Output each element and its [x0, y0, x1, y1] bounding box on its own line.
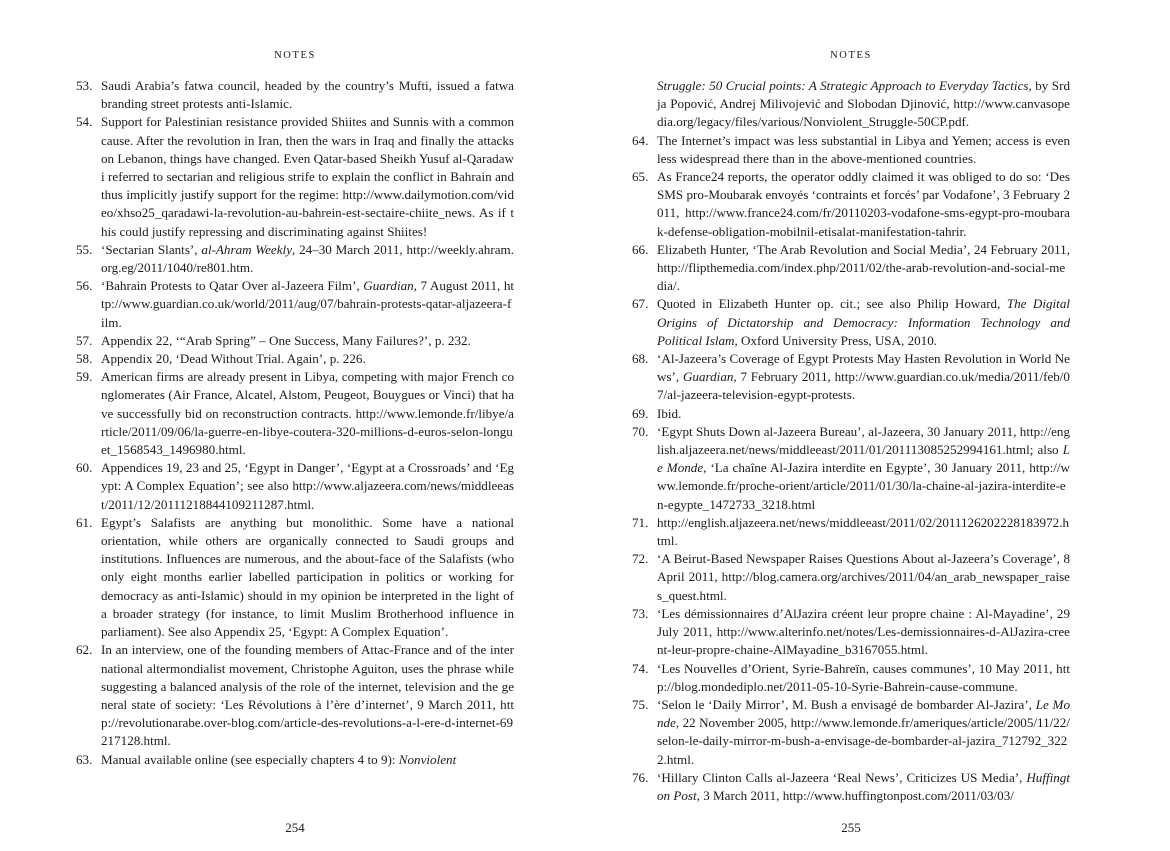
note-62	[76, 641, 514, 750]
note-55	[76, 241, 514, 277]
note-number: 64.	[632, 132, 649, 148]
note-72	[632, 550, 1070, 605]
note-number: 66.	[632, 241, 649, 257]
note-number: 55.	[76, 241, 93, 257]
note-text	[101, 277, 514, 332]
notes-list	[632, 77, 1070, 805]
note-text-part: , by Srdja Popović, Andrej Milivojević and Slobodan Djinović, http://www.canvasopedia.org/legacy/files/various/Nonviolent_Struggle-50CP.pdf.	[657, 78, 1070, 130]
note-text: The Internet’s impact was less substantial in Libya and Yemen; access is even less widespread there than in the above-mentioned countries.	[657, 132, 1070, 166]
note-text	[657, 696, 1070, 769]
note-68	[632, 350, 1070, 405]
note-text-part: , 3 March 2011, http://www.huffingtonpost.com/2011/03/03/	[696, 787, 1014, 803]
publication-title: Le Monde	[657, 442, 1070, 476]
note-text-part: Manual available online (see especially chapters 4 to 9):	[101, 751, 399, 767]
note-number: 60.	[76, 460, 93, 476]
page-number: 254	[285, 820, 305, 835]
note-63	[76, 751, 514, 769]
note-number: 58.	[76, 351, 93, 367]
note-71	[632, 514, 1070, 550]
note-text: As France24 reports, the operator oddly claimed it was obliged to do so: ‘Des SMS pro-Moubarak envoyés ‘contraints et forcés’ par Vodafone’, 3 February 2011, http://www.france24.com/fr/20110203-vodafone-sms-egypt-pro-moubarak-defense-obligation-mobilnil-etisalat-manifestation-tahrir.	[657, 169, 1070, 239]
publication-title: Le Monde	[657, 696, 1070, 731]
note-text-part: , ‘La chaîne Al-Jazira interdite en Egypte’, 30 January 2011, http://www.lemonde.fr/proche-orient/article/2011/01/30/la-chaine-al-jazira-interdite-en-egypte_1472733_3218.html	[657, 460, 1071, 512]
note-text	[657, 295, 1070, 350]
note-60	[76, 459, 514, 514]
note-number: 62.	[76, 642, 93, 658]
note-number: 63.	[76, 751, 93, 767]
note-text-part: ‘Selon le ‘Daily Mirror’, M. Bush a envisagé de bombarder Al-Jazira’,	[657, 696, 1036, 712]
note-text: Support for Palestinian resistance provided Shiites and Sunnis with a common cause. After the revolution in Iran, then the wars in Iraq and finally the attacks on Lebanon, things have changed. Even Qatar-based Sheikh Yusuf al-Qaradawi referred to sectarian and religious strife to explain the conflict in Bahrain and thus implicitly justify support for the regime: http://www.dailymotion.com/video/xhso25_qaradawi-la-revolution-au-bahrein-est-sectaire-chiite_news. As if this could justify repressing and discriminating against Shiites!	[101, 114, 514, 239]
note-text: Saudi Arabia’s fatwa council, headed by the country’s Mufti, issued a fatwa branding street protests anti-Islamic.	[101, 78, 514, 112]
note-54	[76, 113, 514, 240]
note-number: 70.	[632, 423, 649, 439]
note-53	[76, 77, 514, 113]
note-59	[76, 368, 514, 459]
note-text-part: Quoted in Elizabeth Hunter op. cit.; see also Philip Howard,	[657, 296, 1007, 312]
publication-title: The Digital Origins of Dictatorship and Democracy: Information Technology and Political Islam	[657, 296, 1071, 348]
note-69	[632, 405, 1070, 423]
note-text-part: , 7 February 2011, http://www.guardian.co.uk/media/2011/feb/07/al-jazeera-television-egypt-protests.	[657, 369, 1070, 403]
note-text: Appendix 20, ‘Dead Without Trial. Again’, p. 226.	[101, 351, 366, 367]
note-text: ‘Les démissionnaires d’AlJazira créent leur propre chaine : Al-Mayadine’, 29 July 2011, http://www.alterinfo.net/notes/Les-demissionnaires-d-AlJazira-creent-leur-propre-chaine-AlMayadine_b3167055.html.	[657, 605, 1070, 658]
note-number: 74.	[632, 660, 649, 676]
note-number: 57.	[76, 332, 93, 348]
note-text	[657, 423, 1070, 514]
note-text: Appendix 22, ‘“Arab Spring” – One Success, Many Failures?’, p. 232.	[101, 332, 471, 348]
note-number: 72.	[632, 551, 649, 567]
note-text-part: ‘Al-Jazeera’s Coverage of Egypt Protests May Hasten Revolution in World News’,	[657, 351, 1070, 385]
notes-list	[76, 77, 514, 769]
note-56	[76, 277, 514, 332]
note-number: 69.	[632, 405, 649, 421]
note-text: Egypt’s Salafists are anything but monolithic. Some have a national orientation, while others are organically connected to Saudi groups and institutions. Influences are numerous, and the about-face of the Salafists (who only eight months earlier labelled participation in politics or working for democracy as anti-Islamic) should in my opinion be interpreted in the light of a broader strategy (for instance, to limit Muslim Brotherhood influence in parliament). See also Appendix 25, ‘Egypt: A Complex Equation’.	[101, 514, 514, 640]
note-text: Ibid.	[657, 405, 682, 421]
note-57	[76, 332, 514, 350]
note-61	[76, 514, 514, 641]
note-number: 71.	[632, 514, 649, 530]
note-number: 56.	[76, 278, 93, 294]
note-text-part: ‘Sectarian Slants’,	[101, 241, 202, 257]
note-75	[632, 696, 1070, 769]
note-text	[657, 769, 1070, 805]
note-number: 59.	[76, 369, 93, 385]
note-number: 61.	[76, 514, 93, 530]
publication-title: al-Ahram Weekly	[201, 241, 292, 257]
page-number: 255	[841, 820, 861, 835]
note-text: In an interview, one of the founding members of Attac-France and of the international altermondialist movement, Christophe Aguiton, uses the phrase while suggesting a balanced analysis of the role of the internet, television and the general state of society: ‘Les Révolutions à l’ère d’internet’, 9 March 2011, http://revolutionarabe.over-blog.com/article-des-revolutions-a-l-ere-d-internet-69217128.html.	[101, 642, 514, 749]
note-text: ‘A Beirut-Based Newspaper Raises Questions About al-Jazeera’s Coverage’, 8 April 2011, http://blog.camera.org/archives/2011/04/an_arab_newspaper_raises_quest.html.	[657, 551, 1070, 603]
note-text-part: ‘Hillary Clinton Calls al-Jazeera ‘Real News’, Criticizes US Media’,	[657, 769, 1027, 785]
note-65	[632, 168, 1070, 241]
publication-title: Guardian	[363, 278, 414, 294]
left-page	[76, 0, 514, 851]
note-text-part: , 22 November 2005, http://www.lemonde.fr/ameriques/article/2005/11/22/selon-le-daily-mirror-m-bush-a-envisage-de-bombarder-al-jazira_712792_3222.html.	[657, 715, 1070, 767]
note-text-part: , Oxford University Press, USA, 2010.	[734, 332, 938, 348]
right-page	[632, 0, 1070, 851]
note-text: Elizabeth Hunter, ‘The Arab Revolution and Social Media’, 24 February 2011, http://flipthemedia.com/index.php/2011/02/the-arab-revolution-and-social-media/.	[657, 241, 1070, 294]
note-number: 68.	[632, 351, 649, 367]
note-text	[101, 241, 514, 277]
note-74	[632, 660, 1070, 696]
note-number: 73.	[632, 605, 649, 621]
note-number: 54.	[76, 114, 93, 130]
publication-title: Nonviolent	[398, 751, 457, 767]
note-66	[632, 241, 1070, 296]
note-text-part: ‘Bahrain Protests to Qatar Over al-Jazeera Film’,	[101, 278, 364, 294]
note-text: Appendices 19, 23 and 25, ‘Egypt in Danger’, ‘Egypt at a Crossroads’ and ‘Egypt: A Complex Equation’; see also http://www.aljazeera.com/news/middleeast/2011/12/20111218844109211287.html.	[101, 460, 514, 512]
note-63-continued	[632, 77, 1070, 132]
note-70	[632, 423, 1070, 514]
note-text: ‘Les Nouvelles d’Orient, Syrie-Bahreïn, causes communes’, 10 May 2011, http://blog.mondediplo.net/2011-05-10-Syrie-Bahrein-cause-commune.	[657, 660, 1070, 694]
note-text: http://english.aljazeera.net/news/middleeast/2011/02/2011126202228183972.html.	[657, 514, 1070, 549]
note-number: 75.	[632, 696, 649, 712]
publication-title: Huffington Post	[657, 769, 1070, 803]
note-number: 53.	[76, 78, 93, 93]
note-text	[657, 350, 1070, 405]
note-text: American firms are already present in Libya, competing with major French conglomerates (Air France, Alcatel, Alstom, Peugeot, Bouygues or Vinci) that have successfully bid on reconstruction contracts. http://www.lemonde.fr/libye/article/2011/09/06/la-guerre-en-libye-coutera-320-millions-d-euros-selon-longuet_1568543_1496980.html.	[101, 369, 514, 458]
note-text-part: ‘Egypt Shuts Down al-Jazeera Bureau’, al-Jazeera, 30 January 2011, http://english.aljazeera.net/news/middleeast/2011/01/201113085252994161.html; also	[657, 423, 1070, 458]
running-head: NOTES	[274, 50, 316, 61]
note-text	[657, 77, 1070, 132]
note-number: 65.	[632, 169, 649, 185]
note-text	[101, 751, 514, 769]
note-76	[632, 769, 1070, 805]
note-58	[76, 350, 514, 368]
note-text-part: , 7 August 2011, http://www.guardian.co.uk/world/2011/aug/07/bahrain-protests-qatar-aljazeera-film.	[101, 278, 515, 330]
note-text-part: , 24–30 March 2011, http://weekly.ahram.org.eg/2011/1040/re801.htm.	[101, 241, 514, 276]
note-64	[632, 132, 1070, 168]
note-number: 76.	[632, 769, 649, 785]
note-67	[632, 295, 1070, 350]
note-number: 67.	[632, 296, 649, 312]
publication-title: Guardian	[682, 369, 734, 385]
note-73	[632, 605, 1070, 660]
publication-title: Struggle: 50 Crucial points: A Strategic Approach to Everyday Tactics	[657, 78, 1029, 93]
running-head: NOTES	[830, 50, 872, 61]
